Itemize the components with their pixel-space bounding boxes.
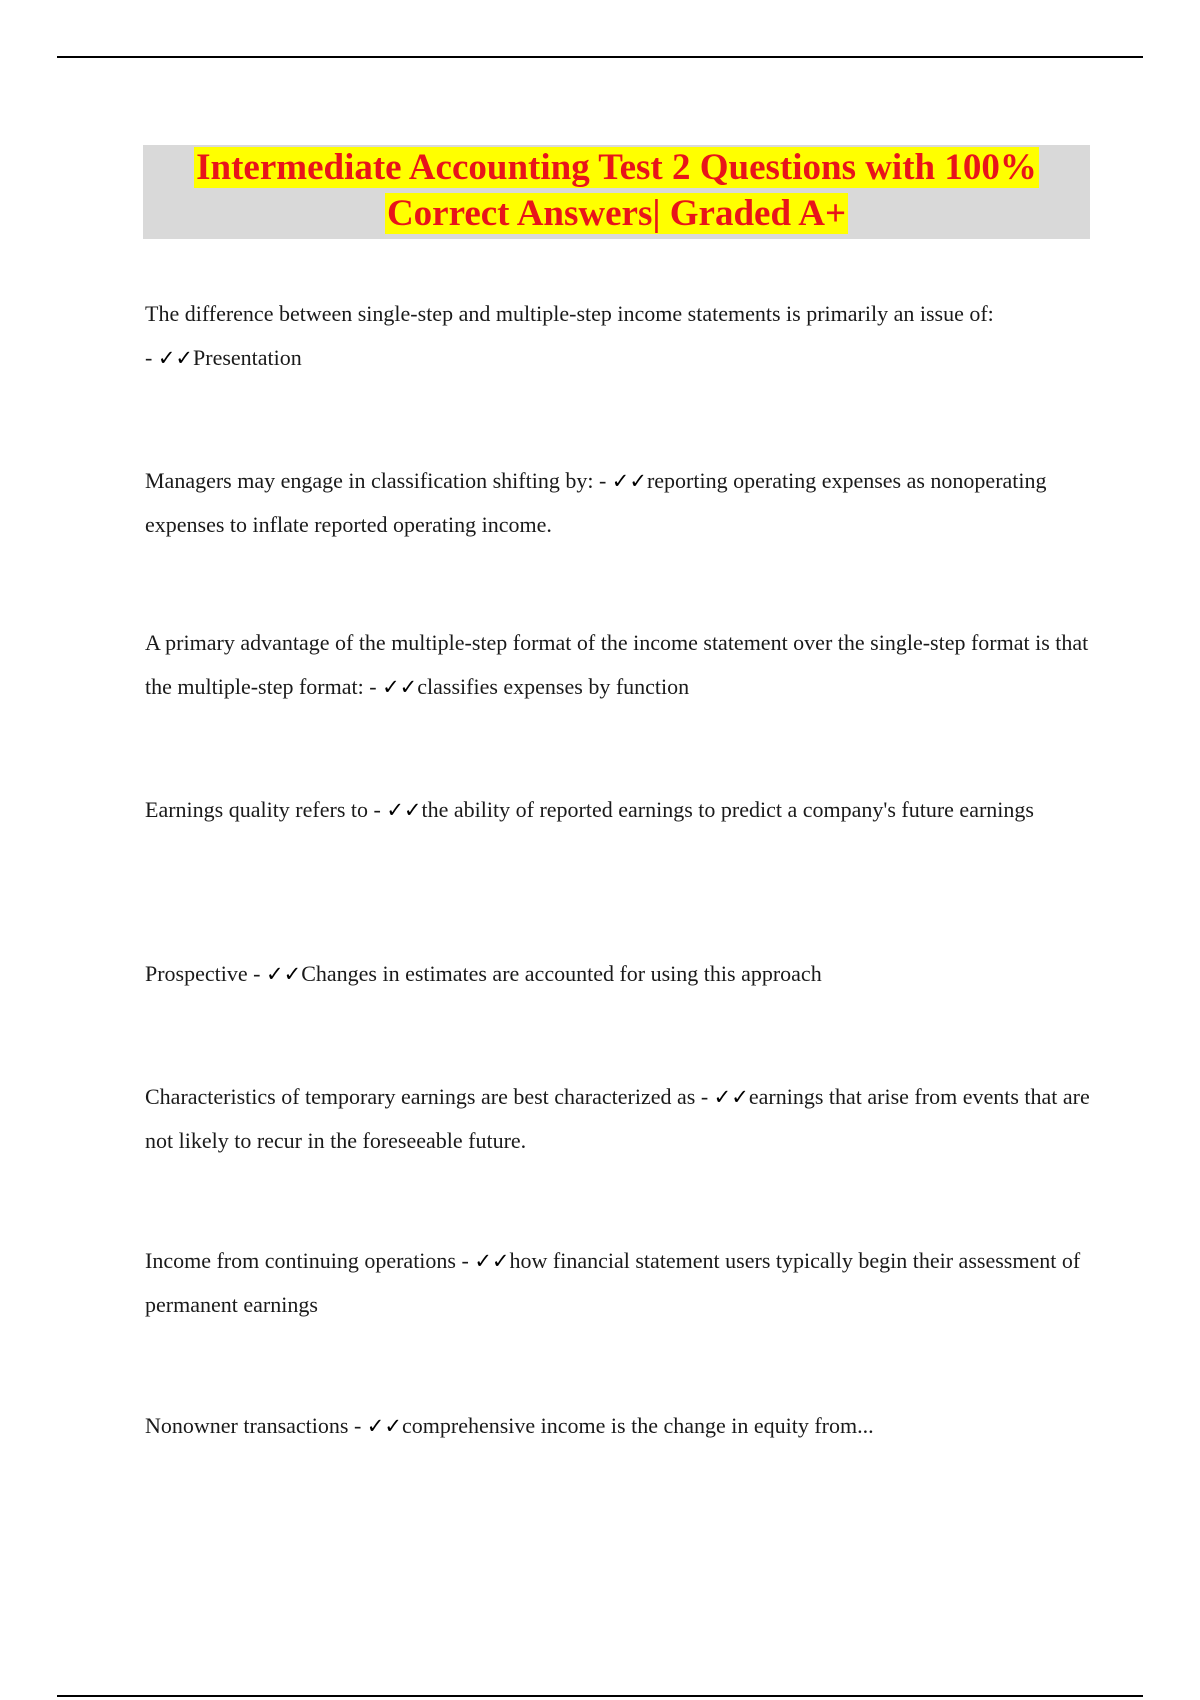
answer-text: comprehensive income is the change in equity from... [401, 1413, 874, 1438]
answer-separator: - [348, 1413, 367, 1438]
answer-separator: - [247, 961, 266, 986]
qa-item-2 [145, 459, 1095, 547]
title-line-2: Correct Answers| Graded A+ [386, 193, 847, 234]
answer-text: Changes in estimates are accounted for using this approach [301, 961, 822, 986]
title-line-1: Intermediate Accounting Test 2 Questions with 100% [196, 147, 1037, 188]
checkmark-icon: ✓✓ [713, 1085, 749, 1109]
checkmark-icon: ✓✓ [157, 346, 194, 370]
qa-item-1 [145, 292, 1095, 380]
footer-rule [57, 1695, 1143, 1697]
checkmark-icon: ✓✓ [382, 675, 418, 699]
qa-item-8 [145, 1404, 1095, 1448]
answer-separator: - [593, 468, 612, 493]
checkmark-icon: ✓✓ [366, 1414, 402, 1438]
header-rule [57, 56, 1143, 58]
checkmark-icon: ✓✓ [386, 798, 422, 822]
question-text: Earnings quality refers to [145, 797, 368, 822]
question-text: A primary advantage of the multiple-step format of the income statement over the single-step format is that the multiple-step format: [145, 630, 1089, 699]
checkmark-icon: ✓✓ [265, 962, 302, 986]
checkmark-icon: ✓✓ [611, 469, 647, 493]
qa-item-5 [145, 952, 1095, 996]
checkmark-icon: ✓✓ [474, 1249, 510, 1273]
answer-text: the ability of reported earnings to predict a company's future earnings [421, 797, 1034, 822]
answer-separator: - [455, 1248, 475, 1273]
answer-text: how financial statement users typically begin their assessment of permanent earnings [145, 1248, 1081, 1317]
question-text: Prospective [145, 961, 248, 986]
answer-separator: - [695, 1084, 714, 1109]
qa-item-4 [145, 788, 1095, 832]
qa-item-6 [145, 1075, 1095, 1163]
question-text: Characteristics of temporary earnings are best characterized as [145, 1084, 696, 1109]
question-text: Managers may engage in classification shifting by: [145, 468, 594, 493]
answer-separator: - [363, 674, 383, 699]
qa-item-3 [145, 621, 1095, 709]
answer-separator: - [145, 345, 158, 370]
answer-text: earnings that arise from events that are not likely to recur in the foreseeable future. [145, 1084, 1090, 1153]
answer-separator: - [368, 797, 387, 822]
question-text: Nonowner transactions [145, 1413, 349, 1438]
qa-item-7 [145, 1239, 1095, 1327]
answer-text: classifies expenses by function [417, 674, 690, 699]
question-text: Income from continuing operations [145, 1248, 456, 1273]
page-title [143, 145, 1090, 237]
answer-text: reporting operating expenses as nonoperating expenses to inflate reported operating income. [145, 468, 1047, 537]
question-text: The difference between single-step and multiple-step income statements is primarily an issue of: [145, 301, 994, 326]
answer-text: Presentation [193, 345, 302, 370]
